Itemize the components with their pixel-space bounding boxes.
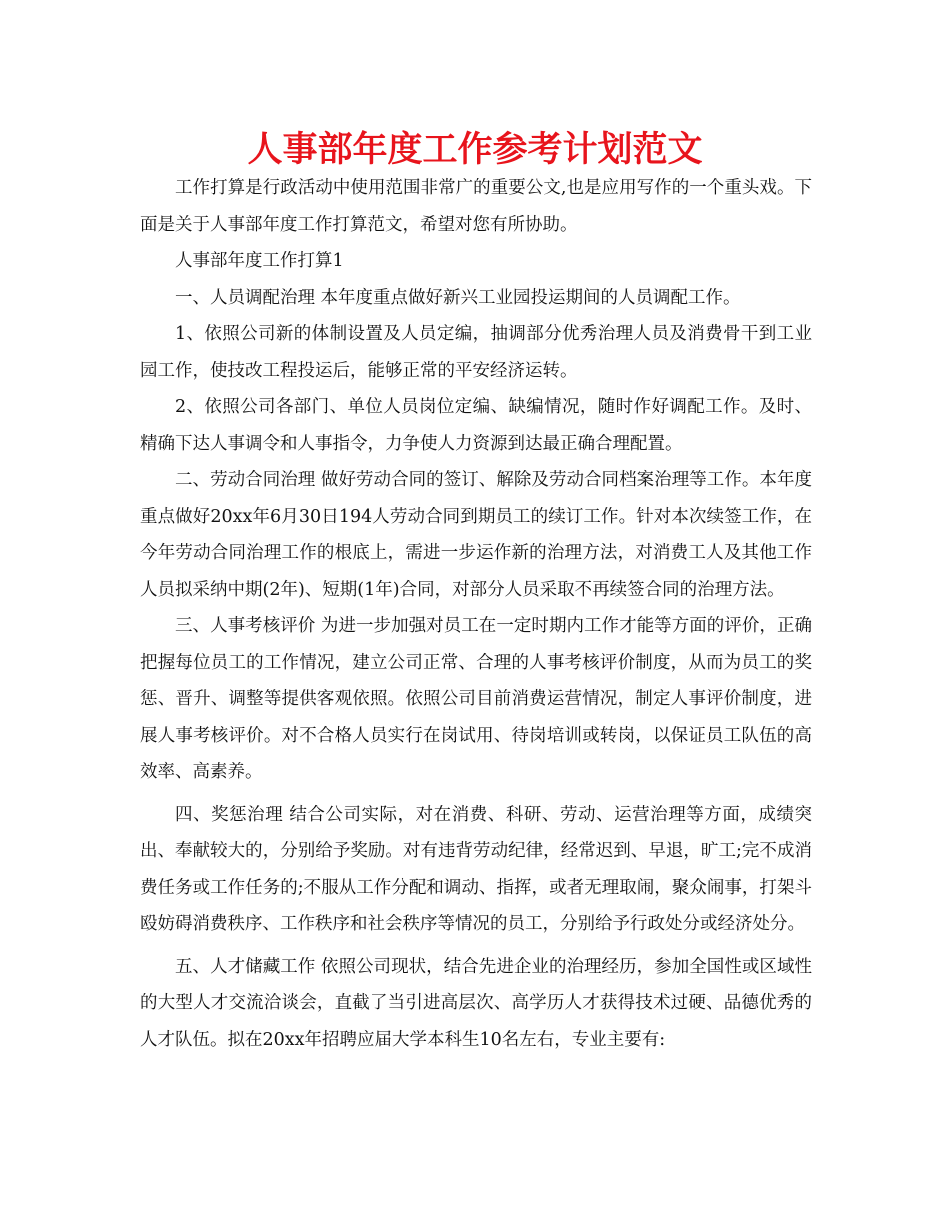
document-title: 人事部年度工作参考计划范文	[247, 129, 703, 170]
paragraph-plan-heading: 人事部年度工作打算1	[175, 251, 344, 271]
paragraph-intro: 工作打算是行政活动中使用范围非常广的重要公文,也是应用写作的一个重头戏。下面是关于人事部年度工作打算范文，希望对您有所协助。	[140, 178, 812, 235]
paragraph-section-2: 二、劳动合同治理 做好劳动合同的签订、解除及劳动合同档案治理等工作。本年度重点做好20xx年6月30日194人劳动合同到期员工的续订工作。针对本次续签工作，在今年劳动合同治理工作的根底上，需进一步运作新的治理方法，对消费工人及其他工作人员拟采纳中期(2年)、短期(1年)合同，对部分人员采取不再续签合同的治理方法。	[140, 470, 812, 600]
paragraph-item-1: 1、依照公司新的体制设置及人员定编，抽调部分优秀治理人员及消费骨干到工业园工作，使技改工程投运后，能够正常的平安经济运转。	[140, 324, 812, 381]
paragraph-section-1: 一、人员调配治理 本年度重点做好新兴工业园投运期间的人员调配工作。	[175, 287, 741, 308]
paragraph-section-5: 五、人才储藏工作 依照公司现状，结合先进企业的治理经历，参加全国性或区域性的大型人才交流洽谈会，直截了当引进高层次、高学历人才获得技术过硬、品德优秀的人才队伍。拟在20xx年招聘应届大学本科生10名左右，专业主要有:	[140, 956, 812, 1050]
paragraph-section-4: 四、奖惩治理 结合公司实际，对在消费、科研、劳动、运营治理等方面，成绩突出、奉献较大的，分别给予奖励。对有违背劳动纪律，经常迟到、早退，旷工;完不成消费任务或工作任务的;不服从工作分配和调动、指挥，或者无理取闹，聚众闹事，打架斗殴妨碍消费秩序、工作秩序和社会秩序等情况的员工，分别给予行政处分或经济处分。	[140, 804, 812, 934]
paragraph-item-2: 2、依照公司各部门、单位人员岗位定编、缺编情况，随时作好调配工作。及时、精确下达人事调令和人事指令，力争使人力资源到达最正确合理配置。	[140, 397, 812, 454]
paragraph-section-3: 三、人事考核评价 为进一步加强对员工在一定时期内工作才能等方面的评价，正确把握每位员工的工作情况，建立公司正常、合理的人事考核评价制度，从而为员工的奖惩、晋升、调整等提供客观依照。依照公司目前消费运营情况，制定人事评价制度，进展人事考核评价。对不合格人员实行在岗试用、待岗培训或转岗，以保证员工队伍的高效率、高素养。	[140, 616, 812, 782]
document-body	[140, 170, 812, 1058]
